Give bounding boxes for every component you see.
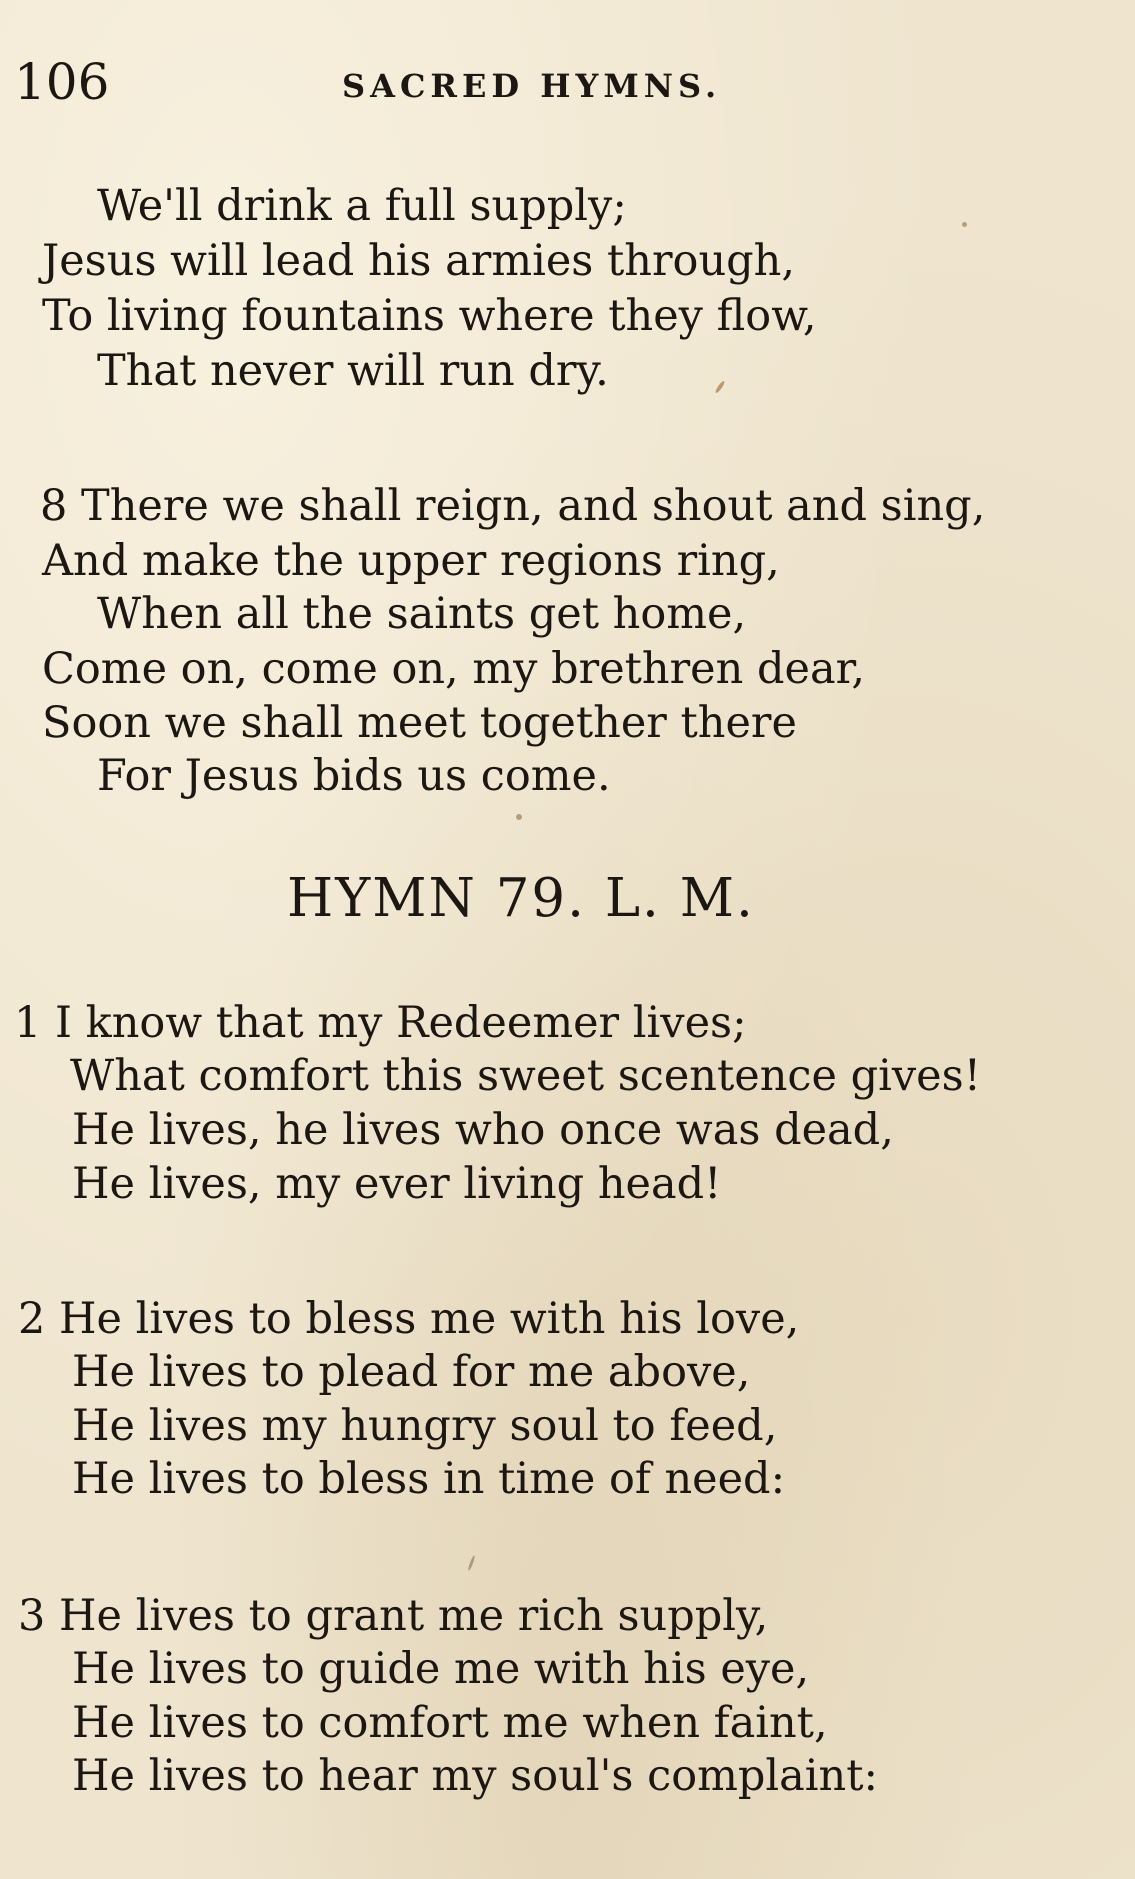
verse-line: That never will run dry. [97, 346, 609, 396]
verse-line: 2 He lives to bless me with his love, [18, 1294, 800, 1344]
verse-line: To living fountains where they flow, [42, 291, 817, 341]
paper-speck [962, 222, 967, 227]
verse-line: He lives to plead for me above, [72, 1347, 751, 1397]
verse-line: Soon we shall meet together there [42, 698, 797, 748]
verse-line: We'll drink a full supply; [97, 181, 627, 231]
verse-line: He lives to guide me with his eye, [72, 1644, 810, 1694]
verse-line: He lives to bless in time of need: [72, 1454, 786, 1504]
verse-line: What comfort this sweet scentence gives! [70, 1051, 981, 1101]
verse-line: When all the saints get home, [97, 589, 747, 639]
verse-line: He lives my hungry soul to feed, [72, 1401, 778, 1451]
verse-line: Come on, come on, my brethren dear, [42, 644, 866, 694]
running-title: SACRED HYMNS. [342, 67, 722, 105]
verse-line: And make the upper regions ring, [42, 536, 780, 586]
verse-line: He lives to comfort me when faint, [72, 1698, 828, 1748]
paper-speck [714, 380, 725, 394]
paper-speck [467, 1555, 475, 1571]
verse-line: For Jesus bids us come. [97, 751, 611, 801]
verse-line: 1 I know that my Redeemer lives; [14, 998, 747, 1048]
verse-line: He lives, he lives who once was dead, [72, 1105, 894, 1155]
page-header [14, 52, 1114, 112]
verse-line: He lives, my ever living head! [72, 1159, 722, 1209]
verse-line: 8 There we shall reign, and shout and sing, [40, 481, 986, 531]
paper-speck [516, 814, 522, 820]
verse-line: 3 He lives to grant me rich supply, [18, 1591, 769, 1641]
hymn-title: HYMN 79. L. M. [287, 868, 755, 929]
verse-line: Jesus will lead his armies through, [42, 236, 796, 286]
verse-line: He lives to hear my soul's complaint: [72, 1751, 878, 1801]
page-number: 106 [14, 53, 110, 111]
